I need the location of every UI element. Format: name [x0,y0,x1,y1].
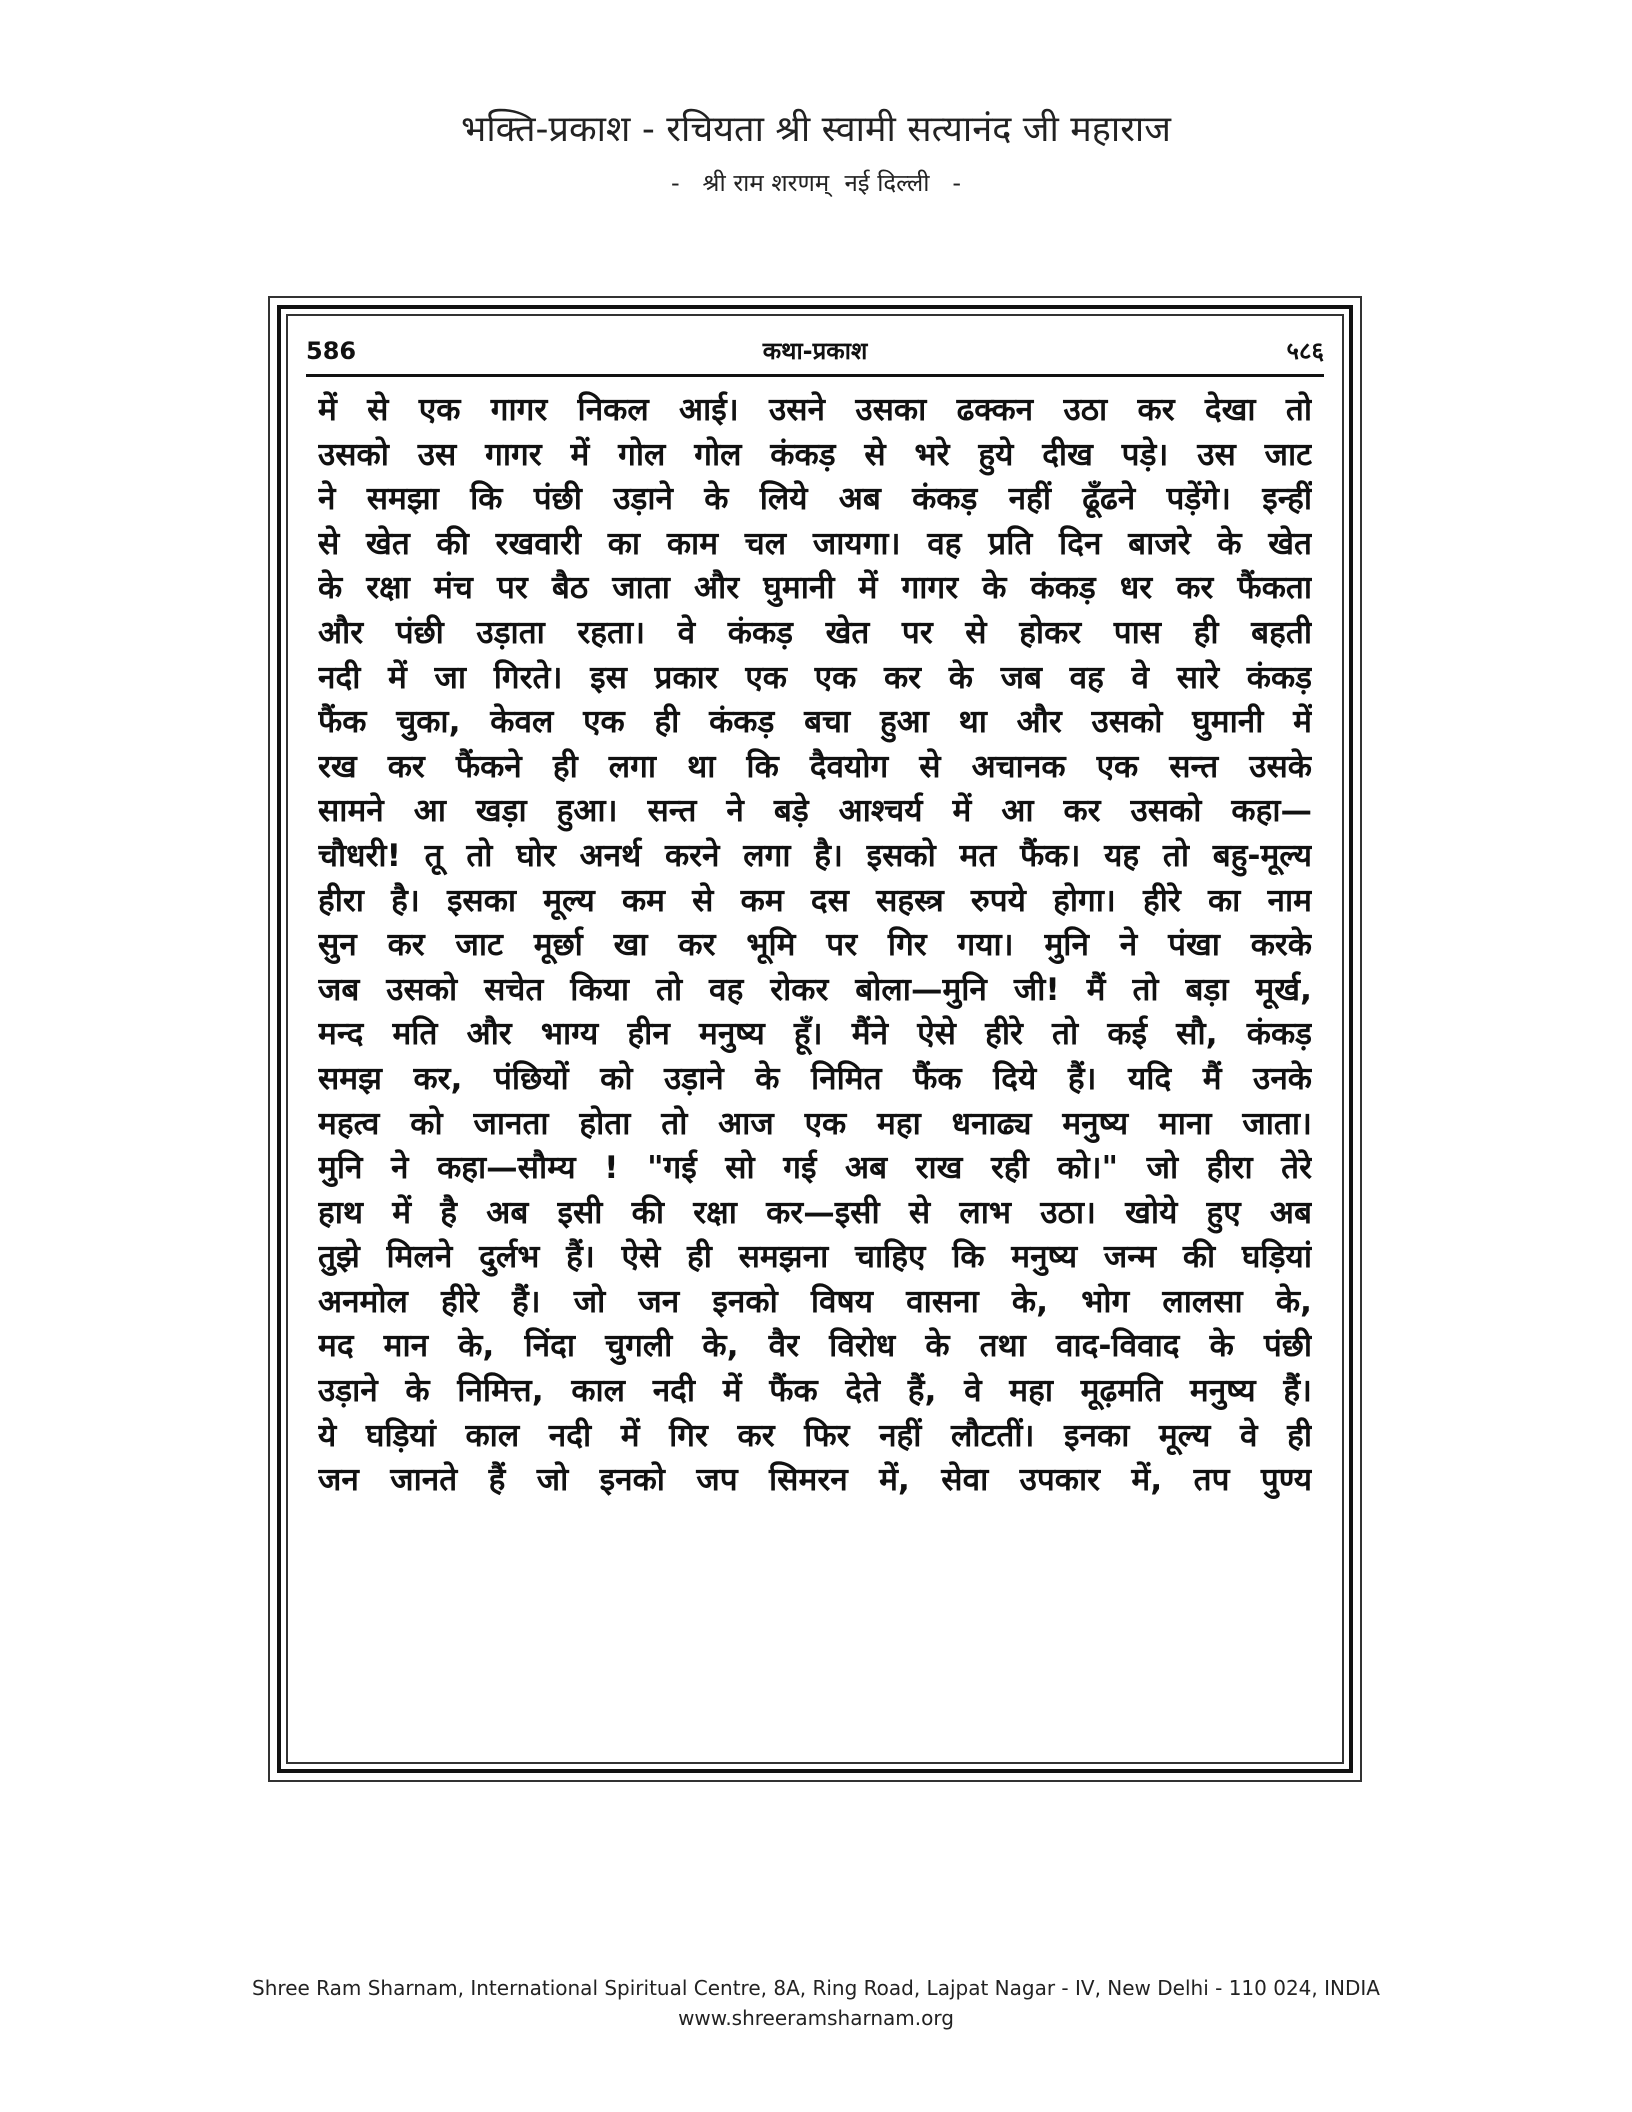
page-header-row [306,328,1324,377]
page-frame-border [277,305,1353,1773]
text-line: हाथ में है अब इसी की रक्षा कर—इसी से लाभ उठा। खोये हुए अब [318,1194,1312,1231]
text-line: जब उसको सचेत किया तो वह रोकर बोला—मुनि जी! मैं तो बड़ा मूर्ख, [318,971,1312,1008]
text-line: मुनि ने कहा—सौम्य ! "गई सो गई अब राख रही को।" जो हीरा तेरे [318,1150,1312,1187]
page-number-devanagari: ५८६ [1286,337,1324,365]
text-line: ने समझा कि पंछी उड़ाने के लिये अब कंकड़ नहीं ढूँढने पड़ेंगे। इन्हीं [318,481,1312,518]
footer-address: Shree Ram Sharnam, International Spiritual Centre, 8A, Ring Road, Lajpat Nagar - IV, New Delhi - 110 024, INDIA [252,1976,1380,2000]
document-subtitle: - श्री राम शरणम् नई दिल्ली - [670,169,962,197]
text-line: अनमोल हीरे हैं। जो जन इनको विषय वासना के, भोग लालसा के, [318,1283,1312,1320]
page-frame [268,296,1362,1782]
document-title: भक्ति-प्रकाश - रचियता श्री स्वामी सत्यानंद जी महाराज [461,109,1171,150]
text-line: जन जानते हैं जो इनको जप सिमरन में, सेवा उपकार में, तप पुण्य [318,1462,1312,1499]
page-content-box [286,314,1344,1764]
text-line: चौधरी! तू तो घोर अनर्थ करने लगा है। इसको मत फैंक। यह तो बहु-मूल्य [318,837,1312,874]
text-line: रख कर फैंकने ही लगा था कि दैवयोग से अचानक एक सन्त उसके [318,748,1312,785]
text-line: सामने आ खड़ा हुआ। सन्त ने बड़े आश्चर्य में आ कर उसको कहा— [318,793,1312,830]
text-line: हीरा है। इसका मूल्य कम से कम दस सहस्त्र रुपये होगा। हीरे का नाम [318,882,1312,919]
text-line: उड़ाने के निमित्त, काल नदी में फैंक देते हैं, वे महा मूढ़मति मनुष्य हैं। [318,1373,1312,1410]
text-line: के रक्षा मंच पर बैठ जाता और घुमानी में गागर के कंकड़ धर कर फैंकता [318,570,1312,607]
body-text [318,388,1312,1503]
text-line: फैंक चुका, केवल एक ही कंकड़ बचा हुआ था और उसको घुमानी में [318,704,1312,741]
text-line: महत्व को जानता होता तो आज एक महा धनाढ्य मनुष्य माना जाता। [318,1105,1312,1142]
text-line: उसको उस गागर में गोल गोल कंकड़ से भरे हुये दीख पड़े। उस जाट [318,436,1312,473]
text-line: सुन कर जाट मूर्छा खा कर भूमि पर गिर गया। मुनि ने पंखा करके [318,927,1312,964]
text-line: में से एक गागर निकल आई। उसने उसका ढक्कन उठा कर देखा तो [318,392,1312,428]
page-number-arabic: 586 [306,337,357,365]
running-title: कथा-प्रकाश [762,337,868,365]
text-line: से खेत की रखवारी का काम चल जायगा। वह प्रति दिन बाजरे के खेत [318,525,1312,562]
footer-website: www.shreeramsharnam.org [678,2006,954,2030]
text-line: समझ कर, पंछियों को उड़ाने के निमित फैंक दिये हैं। यदि मैं उनके [318,1060,1312,1097]
text-line: तुझे मिलने दुर्लभ हैं। ऐसे ही समझना चाहिए कि मनुष्य जन्म की घड़ियां [318,1239,1312,1276]
text-line: नदी में जा गिरते। इस प्रकार एक एक कर के जब वह वे सारे कंकड़ [318,659,1312,696]
text-line: ये घड़ियां काल नदी में गिर कर फिर नहीं लौटतीं। इनका मूल्य वे ही [318,1417,1312,1454]
text-line: मद मान के, निंदा चुगली के, वैर विरोध के तथा वाद-विवाद के पंछी [318,1328,1312,1365]
text-line: मन्द मति और भाग्य हीन मनुष्य हूँ। मैंने ऐसे हीरे तो कई सौ, कंकड़ [318,1016,1312,1053]
text-line: और पंछी उड़ाता रहता। वे कंकड़ खेत पर से होकर पास ही बहती [318,614,1312,651]
